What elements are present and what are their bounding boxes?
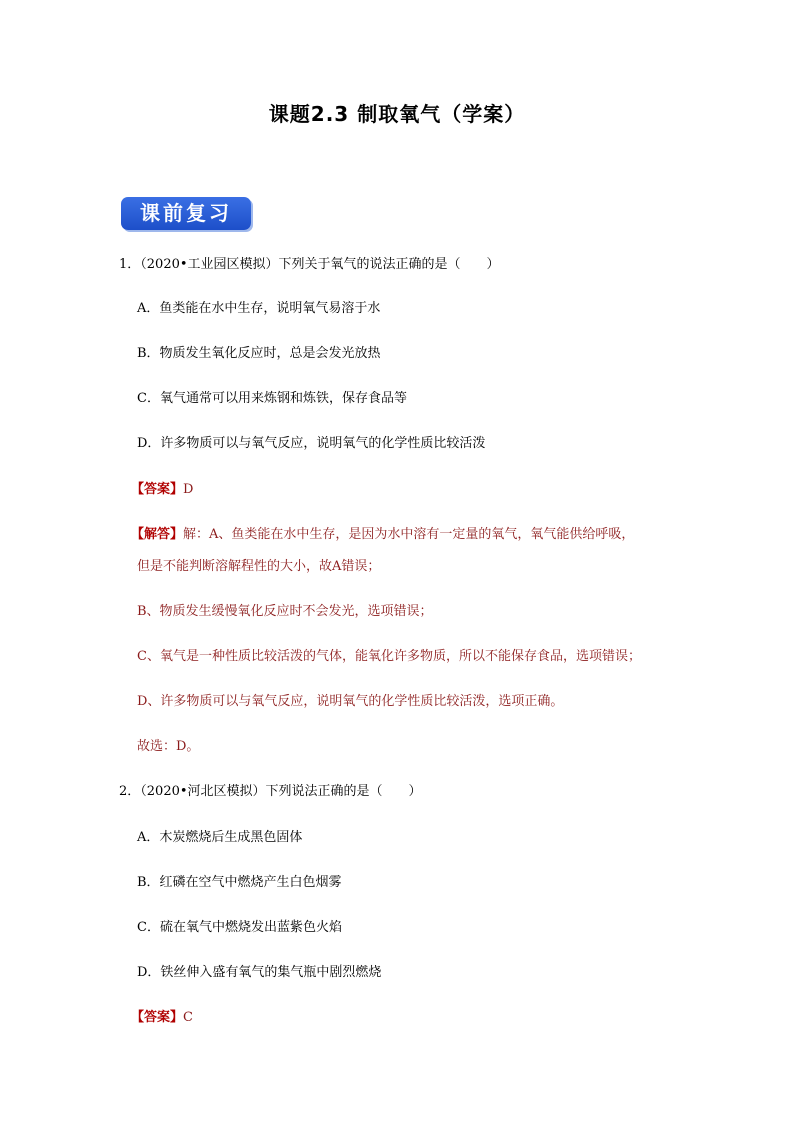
analysis-text: 解：A、鱼类能在水中生存，是因为水中溶有一定量的氧气，氧气能供给呼吸， <box>183 527 635 542</box>
question-1-stem: 1．（2020•工业园区模拟）下列关于氧气的说法正确的是（ ） <box>119 257 500 272</box>
question-2-option-d: D．铁丝伸入盛有氧气的集气瓶中剧烈燃烧 <box>137 965 382 980</box>
answer-value: C <box>183 1010 193 1025</box>
question-1-option-b: B．物质发生氧化反应时，总是会发光放热 <box>137 346 381 361</box>
question-1-analysis-line-1 <box>131 526 634 544</box>
question-1-answer <box>131 481 193 499</box>
question-1-analysis-line-4: C、氧气是一种性质比较活泼的气体，能氧化许多物质，所以不能保存食品，选项错误； <box>137 649 641 664</box>
question-1-analysis-line-2: 但是不能判断溶解程性的大小，故A错误； <box>137 559 381 574</box>
answer-value: D <box>183 482 194 497</box>
question-1-analysis-line-5: D、许多物质可以与氧气反应，说明氧气的化学性质比较活泼，选项正确。 <box>137 694 564 709</box>
analysis-tag: 【解答】 <box>131 527 184 542</box>
answer-tag: 【答案】 <box>131 482 184 497</box>
page-title: 课题2.3 制取氧气（学案） <box>268 102 526 126</box>
question-1-analysis-line-3: B、物质发生缓慢氧化反应时不会发光，选项错误； <box>137 604 433 619</box>
question-2-option-c: C．硫在氧气中燃烧发出蓝紫色火焰 <box>137 920 342 935</box>
question-2-option-a: A．木炭燃烧后生成黑色固体 <box>137 830 303 845</box>
section-banner-label: 课前复习 <box>140 201 232 225</box>
question-2-answer <box>131 1009 193 1027</box>
question-1-option-a: A．鱼类能在水中生存，说明氧气易溶于水 <box>137 301 381 316</box>
question-2-stem: 2．（2020•河北区模拟）下列说法正确的是（ ） <box>119 784 422 799</box>
section-banner <box>121 197 251 230</box>
question-1-option-d: D．许多物质可以与氧气反应，说明氧气的化学性质比较活泼 <box>137 436 486 451</box>
question-1-analysis-line-6: 故选：D。 <box>137 739 200 754</box>
question-1-option-c: C．氧气通常可以用来炼钢和炼铁，保存食品等 <box>137 391 407 406</box>
question-2-option-b: B．红磷在空气中燃烧产生白色烟雾 <box>137 875 342 890</box>
answer-tag: 【答案】 <box>131 1010 184 1025</box>
